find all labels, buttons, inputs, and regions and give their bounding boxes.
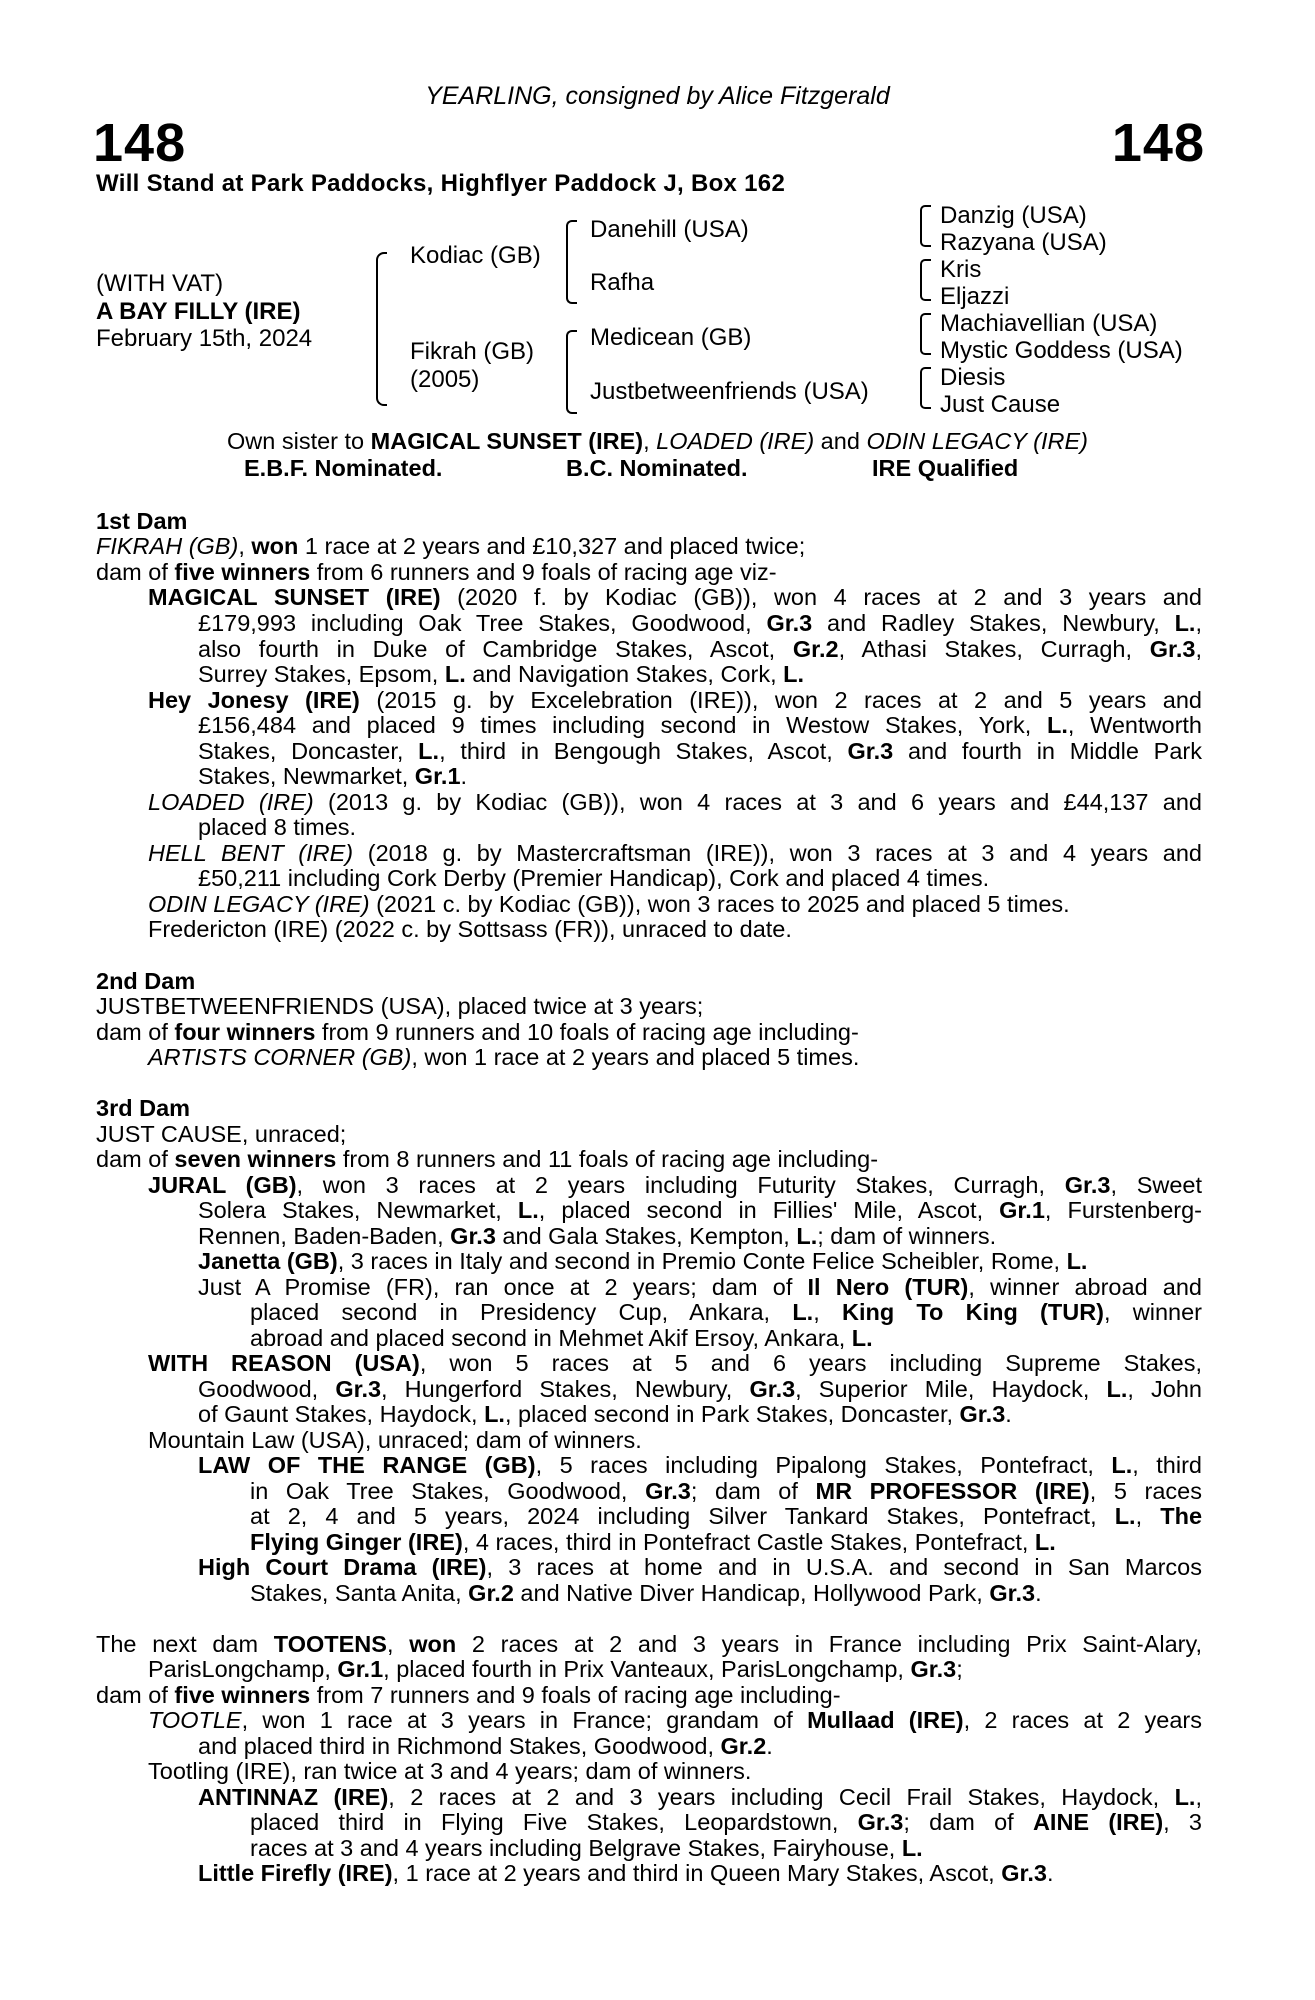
t: , winner bbox=[1104, 1299, 1203, 1325]
loaded-2: placed 8 times. bbox=[198, 814, 357, 840]
t: 2 races at 2 and 3 years in France including Prix Saint-Alary, bbox=[456, 1631, 1203, 1657]
t: , bbox=[813, 1299, 842, 1325]
janetta-1 bbox=[198, 1249, 1087, 1275]
first-dam-line-1 bbox=[96, 534, 805, 560]
stand-location: Will Stand at Park Paddocks, Highflyer Paddock J, Box 162 bbox=[96, 170, 786, 197]
t: from 8 runners and 11 foals of racing age including- bbox=[336, 1146, 879, 1172]
hey-jonesy-1 bbox=[148, 688, 1202, 714]
t: , Superior Mile, Haydock, bbox=[795, 1376, 1107, 1402]
lot-number-left: 148 bbox=[93, 113, 187, 173]
first-dam-line-2 bbox=[96, 560, 777, 586]
note-and: and bbox=[814, 428, 867, 454]
tootling-1: Tootling (IRE), ran twice at 3 and 4 years; dam of winners. bbox=[148, 1758, 752, 1784]
brace-g34 bbox=[920, 259, 931, 301]
t: . bbox=[1035, 1580, 1042, 1606]
t: , 3 races at home and in U.S.A. and second in San Marcos bbox=[486, 1554, 1202, 1580]
mountain-law-1: Mountain Law (USA), unraced; dam of winners. bbox=[148, 1427, 642, 1453]
first-dam-heading: 1st Dam bbox=[96, 508, 188, 534]
t: Gr.1 bbox=[337, 1656, 384, 1682]
hey-jonesy-4 bbox=[198, 764, 467, 790]
t: , Sweet bbox=[1110, 1172, 1203, 1198]
t: Gr.3 bbox=[857, 1809, 904, 1835]
t: ; dam of bbox=[690, 1478, 816, 1504]
t: ; dam of winners. bbox=[817, 1223, 997, 1249]
little-firefly-1 bbox=[198, 1861, 1054, 1887]
brace-g12 bbox=[920, 205, 931, 247]
note-prefix: Own sister to bbox=[227, 428, 371, 454]
t: Il Nero (TUR) bbox=[807, 1274, 969, 1300]
t: L. bbox=[484, 1401, 505, 1427]
t: Rennen, Baden-Baden, bbox=[198, 1223, 451, 1249]
t: MR PROFESSOR (IRE) bbox=[815, 1478, 1090, 1504]
hell-bent-2: £50,211 including Cork Derby (Premier Handicap), Cork and placed 4 times. bbox=[198, 865, 990, 891]
t: at 2, 4 and 5 years, 2024 including Silver Tankard Stakes, Pontefract, bbox=[250, 1503, 1115, 1529]
t: . bbox=[766, 1733, 773, 1759]
nomination-ire: IRE Qualified bbox=[872, 455, 1019, 481]
t: L. bbox=[901, 1835, 923, 1861]
note-sibling-2: ODIN LEGACY (IRE) bbox=[866, 428, 1088, 454]
t: TOOTENS bbox=[273, 1631, 387, 1657]
t: Janetta (GB) bbox=[198, 1248, 338, 1274]
t: , placed second in Fillies' Mile, Ascot, bbox=[538, 1197, 1000, 1223]
third-dam-line-1: JUST CAUSE, unraced; bbox=[96, 1121, 347, 1147]
just-a-promise-1 bbox=[198, 1275, 1202, 1301]
horse-name: A BAY FILLY (IRE) bbox=[96, 298, 301, 325]
t: , 1 race at 2 years and third in Queen Mary Stakes, Ascot, bbox=[392, 1860, 1002, 1886]
t: Gr.1 bbox=[414, 763, 461, 789]
magical-sunset-1 bbox=[148, 585, 1202, 611]
jural-3 bbox=[198, 1224, 996, 1250]
note-sister: MAGICAL SUNSET (IRE) bbox=[370, 428, 644, 454]
t: , 2 races at 2 years bbox=[963, 1707, 1202, 1733]
law-of-the-range-4 bbox=[250, 1530, 1056, 1556]
t: L. bbox=[1111, 1452, 1133, 1478]
t: from 6 runners and 9 foals of racing age viz- bbox=[310, 559, 777, 585]
t: , 5 races including Pipalong Stakes, Pontefract, bbox=[535, 1452, 1112, 1478]
antinnaz-2 bbox=[250, 1810, 1202, 1836]
t: L. bbox=[851, 1325, 873, 1351]
high-court-drama-2 bbox=[250, 1581, 1042, 1607]
t: Gr.3 bbox=[766, 610, 813, 636]
t: five winners bbox=[174, 559, 311, 585]
t: . bbox=[1046, 1860, 1054, 1886]
note-sep: , bbox=[643, 428, 657, 454]
t: AINE (IRE) bbox=[1032, 1809, 1164, 1835]
t: won bbox=[409, 1631, 457, 1657]
law-of-the-range-3 bbox=[250, 1504, 1202, 1530]
high-court-drama-1 bbox=[198, 1555, 1202, 1581]
t: Gr.3 bbox=[847, 738, 894, 764]
t: Little Firefly (IRE) bbox=[198, 1860, 393, 1886]
t: in Oak Tree Stakes, Goodwood, bbox=[250, 1478, 646, 1504]
t: L. bbox=[1066, 1248, 1088, 1274]
t: Gr.3 bbox=[1149, 636, 1196, 662]
t: L. bbox=[1174, 610, 1196, 636]
t: L. bbox=[1046, 712, 1068, 738]
t: , Furstenberg- bbox=[1044, 1197, 1203, 1223]
t: , Athasi Stakes, Curragh, bbox=[838, 636, 1150, 662]
tootle-2 bbox=[198, 1734, 773, 1760]
dam-sire: Medicean (GB) bbox=[590, 324, 752, 351]
t: from 7 runners and 9 foals of racing age including- bbox=[310, 1682, 841, 1708]
t: ODIN LEGACY (IRE) bbox=[148, 891, 370, 917]
magical-sunset-2 bbox=[198, 611, 1202, 637]
t: L. bbox=[517, 1197, 539, 1223]
t: Gr.3 bbox=[989, 1580, 1036, 1606]
t: L. bbox=[792, 1299, 814, 1325]
t: dam of bbox=[96, 1019, 175, 1045]
t: £179,993 including Oak Tree Stakes, Goodwood, bbox=[198, 610, 767, 636]
t: L. bbox=[783, 661, 805, 687]
t: L. bbox=[444, 661, 466, 687]
third-dam-line-2 bbox=[96, 1147, 878, 1173]
t: LAW OF THE RANGE (GB) bbox=[198, 1452, 536, 1478]
t: , John bbox=[1127, 1376, 1202, 1402]
t: MAGICAL SUNSET (IRE) bbox=[148, 584, 441, 610]
pedigree-brace-main bbox=[376, 252, 387, 406]
t: also fourth in Duke of Cambridge Stakes, Ascot, bbox=[198, 636, 793, 662]
odin-legacy-1 bbox=[148, 892, 1070, 918]
t: dam of bbox=[96, 1682, 175, 1708]
t: , bbox=[386, 1631, 410, 1657]
t: . bbox=[460, 763, 468, 789]
t: Gr.3 bbox=[1001, 1860, 1047, 1886]
hey-jonesy-2 bbox=[198, 713, 1202, 739]
t: dam of bbox=[96, 559, 175, 585]
antinnaz-1 bbox=[198, 1785, 1202, 1811]
t: Gr.3 bbox=[910, 1656, 957, 1682]
jural-2 bbox=[198, 1198, 1202, 1224]
t: ; bbox=[956, 1656, 963, 1682]
t: (2013 g. by Kodiac (GB)), won 4 races at 3 and 6 years and £44,137 and bbox=[313, 789, 1202, 815]
t: from 9 runners and 10 foals of racing age including- bbox=[315, 1019, 859, 1045]
t: Gr.3 bbox=[959, 1401, 1006, 1427]
t: Gr.2 bbox=[468, 1580, 514, 1606]
loaded-1 bbox=[148, 790, 1202, 816]
nomination-bc: B.C. Nominated. bbox=[566, 455, 748, 481]
t: (2018 g. by Mastercraftsman (IRE)), won 3 races at 3 and 4 years and bbox=[353, 840, 1202, 866]
with-reason-3 bbox=[198, 1402, 1012, 1428]
sire-sire: Danehill (USA) bbox=[590, 216, 749, 243]
second-dam-line-3 bbox=[148, 1045, 859, 1071]
t: , placed fourth in Prix Vanteaux, ParisLongchamp, bbox=[383, 1656, 911, 1682]
t: , 4 races, third in Pontefract Castle Stakes, Pontefract, bbox=[462, 1529, 1035, 1555]
just-a-promise-2 bbox=[250, 1300, 1202, 1326]
magical-sunset-3 bbox=[198, 637, 1202, 663]
t: TOOTLE bbox=[148, 1707, 242, 1733]
gen3-6: Mystic Goddess (USA) bbox=[940, 337, 1183, 364]
next-dam-line-3 bbox=[96, 1683, 841, 1709]
t: , 5 races bbox=[1089, 1478, 1202, 1504]
second-dam-line-1: JUSTBETWEENFRIENDS (USA), placed twice at 3 years; bbox=[96, 993, 704, 1019]
t: Gr.3 bbox=[645, 1478, 691, 1504]
t: Just A Promise (FR), ran once at 2 years; dam of bbox=[198, 1274, 808, 1300]
t: dam of bbox=[96, 1146, 175, 1172]
t: seven winners bbox=[174, 1146, 337, 1172]
t: Gr.3 bbox=[335, 1376, 382, 1402]
t: Stakes, Newmarket, bbox=[198, 763, 415, 789]
t: and Native Diver Handicap, Hollywood Park, bbox=[513, 1580, 990, 1606]
t: , winner abroad and bbox=[968, 1274, 1203, 1300]
consignment-line: YEARLING, consigned by Alice Fitzgerald bbox=[425, 82, 890, 110]
t: placed third in Flying Five Stakes, Leopardstown, bbox=[250, 1809, 858, 1835]
t: and Radley Stakes, Newbury, bbox=[812, 610, 1175, 636]
fredericton-1: Fredericton (IRE) (2022 c. by Sottsass (FR)), unraced to date. bbox=[148, 916, 792, 942]
with-reason-1 bbox=[148, 1351, 1202, 1377]
t: King To King (TUR) bbox=[841, 1299, 1105, 1325]
t: Gr.1 bbox=[999, 1197, 1045, 1223]
hell-bent-1 bbox=[148, 841, 1202, 867]
pedigree-brace-dam bbox=[566, 330, 577, 414]
second-dam-line-2 bbox=[96, 1020, 859, 1046]
t: , bbox=[1195, 610, 1202, 636]
t: L. bbox=[1034, 1529, 1056, 1555]
t: Gr.3 bbox=[1064, 1172, 1111, 1198]
gen3-3: Kris bbox=[940, 256, 982, 283]
t: Surrey Stakes, Epsom, bbox=[198, 661, 445, 687]
gen3-5: Machiavellian (USA) bbox=[940, 310, 1158, 337]
t: ; dam of bbox=[903, 1809, 1033, 1835]
t: Stakes, Doncaster, bbox=[198, 738, 419, 764]
t: ParisLongchamp, bbox=[148, 1656, 338, 1682]
date-of-birth: February 15th, 2024 bbox=[96, 325, 313, 352]
t: , third bbox=[1132, 1452, 1202, 1478]
t: five winners bbox=[174, 1682, 311, 1708]
brace-g78 bbox=[920, 367, 931, 409]
t: races at 3 and 4 years including Belgrave Stakes, Fairyhouse, bbox=[250, 1835, 902, 1861]
gen3-7: Diesis bbox=[940, 364, 1006, 391]
t: , won 5 races at 5 and 6 years including Supreme Stakes, bbox=[419, 1350, 1202, 1376]
t: L. bbox=[1114, 1503, 1136, 1529]
t: , won 1 race at 2 years and placed 5 times. bbox=[411, 1044, 860, 1070]
t: L. bbox=[1106, 1376, 1128, 1402]
t: The bbox=[1160, 1503, 1203, 1529]
t: L. bbox=[418, 738, 440, 764]
next-dam-line-1 bbox=[96, 1632, 1202, 1658]
t: (2020 f. by Kodiac (GB)), won 4 races at 2 and 3 years and bbox=[440, 584, 1203, 610]
dam-dam: Justbetweenfriends (USA) bbox=[590, 378, 869, 405]
sibling-note bbox=[0, 428, 1315, 455]
t: (2015 g. by Excelebration (IRE)), won 2 races at 2 and 5 years and bbox=[359, 687, 1202, 713]
law-of-the-range-1 bbox=[198, 1453, 1202, 1479]
t: ANTINNAZ (IRE) bbox=[198, 1784, 389, 1810]
t: £156,484 and placed 9 times including second in Westow Stakes, York, bbox=[198, 712, 1047, 738]
t: Goodwood, bbox=[198, 1376, 336, 1402]
t: , Wentworth bbox=[1067, 712, 1202, 738]
t: , 2 races at 2 and 3 years including Cecil Frail Stakes, Haydock, bbox=[388, 1784, 1175, 1810]
t: Stakes, Santa Anita, bbox=[250, 1580, 469, 1606]
hey-jonesy-3 bbox=[198, 739, 1202, 765]
t: Solera Stakes, Newmarket, bbox=[198, 1197, 518, 1223]
gen3-4: Eljazzi bbox=[940, 283, 1010, 310]
t: , bbox=[1195, 636, 1202, 662]
next-dam-line-2 bbox=[148, 1657, 963, 1683]
dam-year: (2005) bbox=[410, 366, 480, 393]
t: , bbox=[1135, 1503, 1161, 1529]
t: Gr.3 bbox=[749, 1376, 796, 1402]
t: and placed third in Richmond Stakes, Goodwood, bbox=[198, 1733, 721, 1759]
t: 1 race at 2 years and £10,327 and placed twice; bbox=[298, 533, 806, 559]
t: , 3 races in Italy and second in Premio Conte Felice Scheibler, Rome, bbox=[337, 1248, 1067, 1274]
t: LOADED (IRE) bbox=[148, 789, 314, 815]
law-of-the-range-2 bbox=[250, 1479, 1202, 1505]
t: , won 3 races at 2 years including Futurity Stakes, Curragh, bbox=[296, 1172, 1065, 1198]
t: and Navigation Stakes, Cork, bbox=[465, 661, 784, 687]
t: WITH REASON (USA) bbox=[148, 1350, 420, 1376]
t: , 3 bbox=[1163, 1809, 1203, 1835]
dam: Fikrah (GB) bbox=[410, 338, 535, 365]
t: Gr.2 bbox=[720, 1733, 767, 1759]
antinnaz-3 bbox=[250, 1836, 923, 1862]
magical-sunset-4 bbox=[198, 662, 804, 688]
t: , Hungerford Stakes, Newbury, bbox=[381, 1376, 750, 1402]
t: L. bbox=[796, 1223, 818, 1249]
t: HELL BENT (IRE) bbox=[148, 840, 354, 866]
just-a-promise-3 bbox=[250, 1326, 873, 1352]
t: , bbox=[238, 533, 252, 559]
nomination-ebf: E.B.F. Nominated. bbox=[244, 455, 443, 481]
sire-dam: Rafha bbox=[590, 269, 655, 296]
dam-name: FIKRAH (GB) bbox=[96, 533, 239, 559]
t: (2021 c. by Kodiac (GB)), won 3 races to 2025 and placed 5 times. bbox=[369, 891, 1070, 917]
t: L. bbox=[1174, 1784, 1196, 1810]
gen3-1: Danzig (USA) bbox=[940, 202, 1087, 229]
note-sibling-1: LOADED (IRE) bbox=[656, 428, 815, 454]
third-dam-heading: 3rd Dam bbox=[96, 1095, 191, 1121]
vat-label: (WITH VAT) bbox=[96, 270, 224, 297]
brace-g56 bbox=[920, 313, 931, 355]
t: won bbox=[251, 533, 299, 559]
t: JURAL (GB) bbox=[148, 1172, 297, 1198]
t: , placed second in Park Stakes, Doncaster, bbox=[504, 1401, 960, 1427]
with-reason-2 bbox=[198, 1377, 1202, 1403]
t: four winners bbox=[174, 1019, 316, 1045]
pedigree-brace-sire bbox=[566, 220, 577, 304]
gen3-2: Razyana (USA) bbox=[940, 229, 1107, 256]
t: ARTISTS CORNER (GB) bbox=[148, 1044, 412, 1070]
t: Gr.2 bbox=[792, 636, 839, 662]
t: placed second in Presidency Cup, Ankara, bbox=[250, 1299, 793, 1325]
t: , bbox=[1195, 1784, 1202, 1810]
t: , won 1 race at 3 years in France; grandam of bbox=[241, 1707, 808, 1733]
t: High Court Drama (IRE) bbox=[198, 1554, 487, 1580]
t: The next dam bbox=[96, 1631, 274, 1657]
sire: Kodiac (GB) bbox=[410, 242, 541, 269]
lot-number-right: 148 bbox=[1111, 113, 1205, 173]
t: Flying Ginger (IRE) bbox=[250, 1529, 463, 1555]
second-dam-heading: 2nd Dam bbox=[96, 968, 196, 994]
tootle-1 bbox=[148, 1708, 1202, 1734]
t: of Gaunt Stakes, Haydock, bbox=[198, 1401, 485, 1427]
t: and Gala Stakes, Kempton, bbox=[495, 1223, 797, 1249]
t: and fourth in Middle Park bbox=[893, 738, 1202, 764]
gen3-8: Just Cause bbox=[940, 391, 1061, 418]
t: abroad and placed second in Mehmet Akif Ersoy, Ankara, bbox=[250, 1325, 852, 1351]
t: Mullaad (IRE) bbox=[807, 1707, 964, 1733]
t: , third in Bengough Stakes, Ascot, bbox=[439, 738, 848, 764]
t: Hey Jonesy (IRE) bbox=[148, 687, 360, 713]
t: Gr.3 bbox=[450, 1223, 496, 1249]
t: . bbox=[1005, 1401, 1012, 1427]
jural-1 bbox=[148, 1173, 1202, 1199]
